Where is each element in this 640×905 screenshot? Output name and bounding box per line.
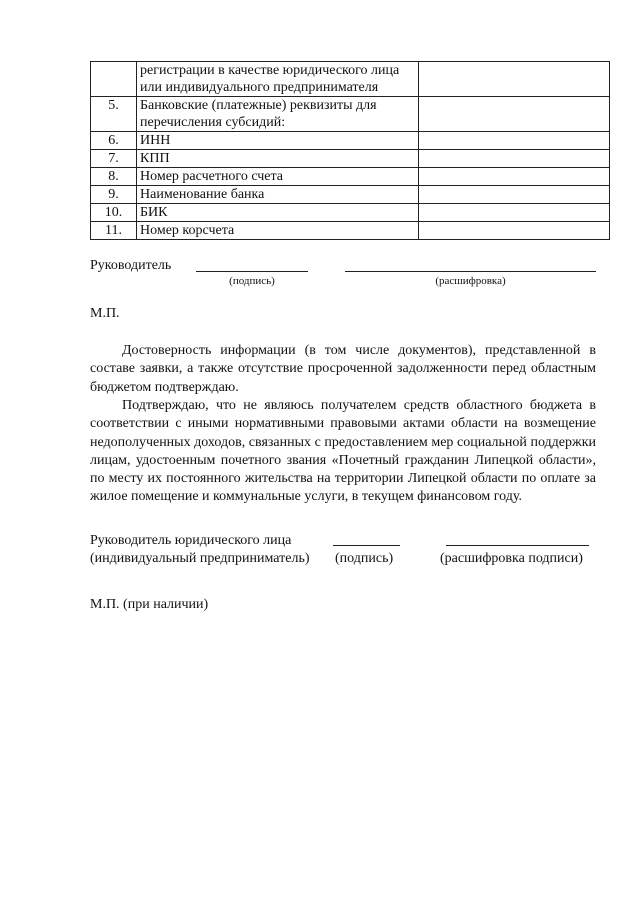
row-number: 10. bbox=[91, 204, 137, 222]
confirmation-paragraph-2: Подтверждаю, что не являюсь получателем средств областного бюджета в соответствии с иными нормативными правовыми актами области на возмещение недополученных доходов, связанных с предоставлением мер социальной поддержки лицам, удостоенным почетного звания «Почетный гражданин Липецкой области», по месту их постоянного жительства на территории Липецкой области по оплате за жилое помещение и коммунальные услуги, в текущем финансовом году. bbox=[90, 398, 596, 505]
row-label: БИК bbox=[137, 204, 419, 222]
row-label: Банковские (платежные) реквизиты для перечисления субсидий: bbox=[137, 97, 419, 132]
signature2-label-line1: Руководитель юридического лица bbox=[90, 533, 292, 548]
row-label: ИНН bbox=[137, 132, 419, 150]
table-row bbox=[91, 150, 610, 168]
signature2-caption: (подпись) bbox=[335, 551, 394, 566]
decode-caption: (расшифровка) bbox=[435, 275, 506, 287]
table-row bbox=[91, 97, 610, 132]
decode2-caption: (расшифровка подписи) bbox=[440, 551, 583, 566]
row-value[interactable] bbox=[419, 97, 610, 132]
row-value[interactable] bbox=[419, 204, 610, 222]
row-number: 9. bbox=[91, 186, 137, 204]
row-number: 11. bbox=[91, 222, 137, 240]
decode-line[interactable] bbox=[345, 271, 596, 272]
row-number: 6. bbox=[91, 132, 137, 150]
row-value[interactable] bbox=[419, 186, 610, 204]
signature-label: Руководитель bbox=[90, 258, 172, 273]
table-row bbox=[91, 62, 610, 97]
decode2-line[interactable] bbox=[446, 545, 589, 546]
table-row bbox=[91, 186, 610, 204]
row-label: регистрации в качестве юридического лица или индивидуального предпринимателя bbox=[137, 62, 419, 97]
row-number: 7. bbox=[91, 150, 137, 168]
signature2-line[interactable] bbox=[333, 545, 400, 546]
row-label: КПП bbox=[137, 150, 419, 168]
row-value[interactable] bbox=[419, 62, 610, 97]
row-label: Номер расчетного счета bbox=[137, 168, 419, 186]
row-number bbox=[91, 62, 137, 97]
row-number: 8. bbox=[91, 168, 137, 186]
table-row bbox=[91, 204, 610, 222]
row-number: 5. bbox=[91, 97, 137, 132]
signature-caption: (подпись) bbox=[229, 275, 275, 287]
table-row bbox=[91, 222, 610, 240]
row-label: Наименование банка bbox=[137, 186, 419, 204]
stamp2-label: М.П. (при наличии) bbox=[90, 597, 209, 612]
stamp-label: М.П. bbox=[90, 306, 120, 321]
confirmation-paragraph-1: Достоверность информации (в том числе документов), представленной в составе заявки, а также отсутствие просроченной задолженности перед областным бюджетом подтверждаю. bbox=[90, 343, 596, 395]
row-value[interactable] bbox=[419, 168, 610, 186]
signature-line[interactable] bbox=[196, 271, 308, 272]
requisites-table bbox=[90, 61, 610, 240]
row-label: Номер корсчета bbox=[137, 222, 419, 240]
row-value[interactable] bbox=[419, 150, 610, 168]
table-row bbox=[91, 168, 610, 186]
row-value[interactable] bbox=[419, 132, 610, 150]
table-row bbox=[91, 132, 610, 150]
row-value[interactable] bbox=[419, 222, 610, 240]
signature2-label-line2: (индивидуальный предприниматель) bbox=[90, 551, 310, 566]
